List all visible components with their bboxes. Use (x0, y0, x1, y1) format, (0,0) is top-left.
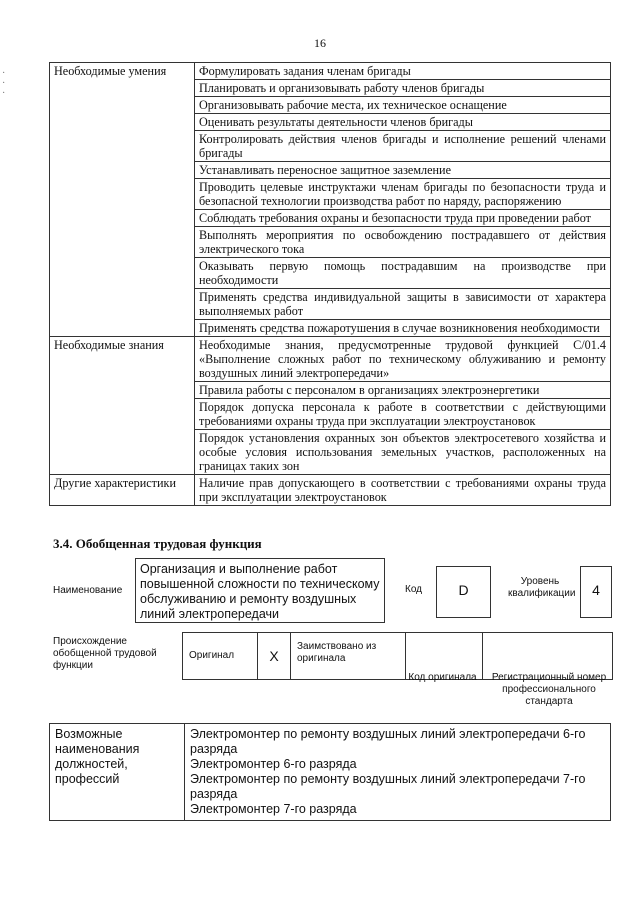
margin-mark: · (2, 68, 6, 79)
row-value: Организовывать рабочие места, их техническое оснащение (195, 97, 611, 114)
positions-table (49, 723, 611, 821)
row-value: Оказывать первую помощь пострадавшим на производстве при необходимости (195, 258, 611, 289)
row-value: Правила работы с персоналом в организациях электроэнергетики (195, 382, 611, 399)
reg-number-label: Регистрационный номер профессионального стандарта (491, 672, 607, 707)
position-item: Электромонтер 6-го разряда (190, 757, 357, 771)
function-name-box: Организация и выполнение работ повышенной сложности по техническому обслуживанию и ремонту воздушных линий электропередачи (135, 558, 385, 623)
page-number: 16 (314, 36, 326, 50)
row-value: Формулировать задания членам бригады (195, 63, 611, 80)
code-value: D (436, 566, 491, 618)
level-label: Уровень квалификации (508, 576, 576, 599)
name-label: Наименование (53, 585, 123, 596)
table-row (50, 475, 611, 506)
positions-label: Возможные наименования должностей, профессий (50, 724, 185, 821)
row-value: Планировать и организовывать работу членов бригады (195, 80, 611, 97)
positions-list (185, 724, 611, 821)
code-original-label: Код оригинала (408, 672, 477, 683)
position-item: Электромонтер по ремонту воздушных линий электропередачи 6-го разряда (190, 727, 586, 756)
table-row (50, 337, 611, 382)
row-value: Применять средства индивидуальной защиты в зависимости от характера выполняемых работ (195, 289, 611, 320)
section-heading: 3.4. Обобщенная трудовая функция (53, 536, 262, 551)
margin-mark: · (2, 88, 6, 99)
row-value: Выполнять мероприятия по освобождению пострадавшего от действия электрического тока (195, 227, 611, 258)
original-label: Оригинал (183, 633, 258, 680)
row-value: Наличие прав допускающего в соответствии с требованиями охраны труда при эксплуатации электроустановок (195, 475, 611, 506)
position-item: Электромонтер 7-го разряда (190, 802, 357, 816)
row-value: Соблюдать требования охраны и безопасности труда при проведении работ (195, 210, 611, 227)
level-value: 4 (580, 566, 612, 618)
skills-knowledge-table (49, 62, 611, 506)
table-row (50, 63, 611, 80)
row-label: Другие характеристики (50, 475, 195, 506)
row-value: Необходимые знания, предусмотренные трудовой функцией С/01.4 «Выполнение сложных работ по техническому облуживанию и ремонту воздушных линий электропередачи» (195, 337, 611, 382)
position-item: Электромонтер по ремонту воздушных линий электропередачи 7-го разряда (190, 772, 586, 801)
margin-mark: · (2, 78, 6, 89)
row-value: Проводить целевые инструктажи членам бригады по безопасности труда и безопасной технологии производства работ по наряду, распоряжению (195, 179, 611, 210)
row-value: Порядок допуска персонала к работе в соответствии с действующими требованиями охраны труда при эксплуатации электроустановок (195, 399, 611, 430)
row-value: Порядок установления охранных зон объектов электросетевого хозяйства и особые условия использования земельных участков, расположенных на границах таких зон (195, 430, 611, 475)
original-mark: X (258, 633, 291, 680)
row-value: Контролировать действия членов бригады и исполнение решений членами бригады (195, 131, 611, 162)
borrowed-label: Заимствовано из оригинала (291, 633, 406, 680)
origin-label: Происхождение обобщенной трудовой функции (53, 636, 157, 671)
row-value: Оценивать результаты деятельности членов бригады (195, 114, 611, 131)
code-label: Код (405, 584, 423, 595)
row-value: Применять средства пожаротушения в случае возникновения необходимости (195, 320, 611, 337)
row-label: Необходимые знания (50, 337, 195, 475)
row-value: Устанавливать переносное защитное заземление (195, 162, 611, 179)
row-label: Необходимые умения (50, 63, 195, 337)
